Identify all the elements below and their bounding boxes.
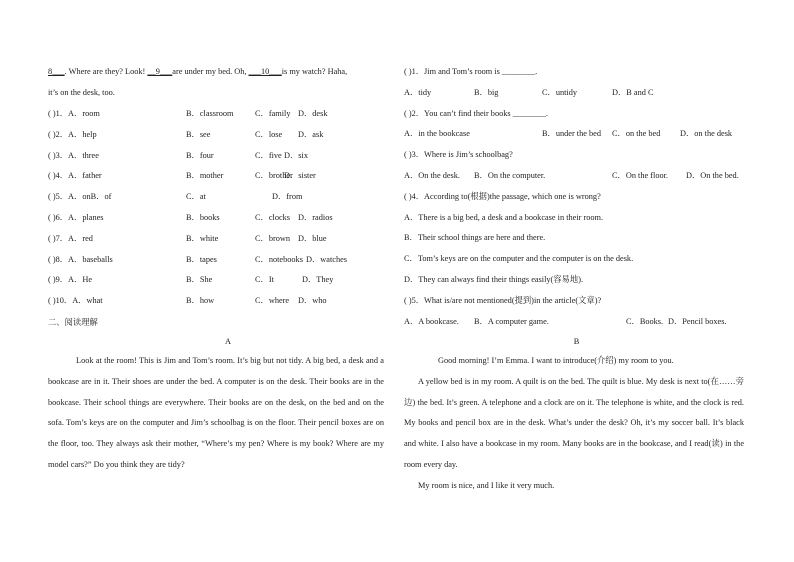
option-c: C．clocks — [255, 213, 291, 222]
option-d: D．who — [298, 296, 327, 306]
option-a: A．tidy — [404, 88, 432, 97]
passage-b-paragraph-1: Good morning! I’m Emma. I want to introduce(介绍) my room to you. — [438, 356, 674, 365]
item-number-option-a: ( )4．A．father — [48, 171, 102, 181]
question-1: ( )1．Jim and Tom’s room is ________. — [404, 67, 538, 76]
option-b: B．On the computer. — [474, 171, 546, 180]
option-d: D．from — [272, 192, 303, 202]
question-5: ( )5．What is/are not mentioned(提到)in the article(文章)? — [404, 296, 602, 305]
option-d: D．Pencil boxes. — [668, 317, 727, 326]
option-b: B．how — [186, 296, 215, 306]
option-c: C．notebooks — [255, 254, 303, 264]
question-4-option-c: C．Tom’s keys are on the computer and the computer is on the desk. — [404, 254, 634, 263]
option-d: D．B and C — [612, 88, 654, 97]
option-b: B．white — [186, 233, 219, 243]
option-d: D．radios — [298, 213, 333, 222]
blank-8-number: 8 — [48, 67, 53, 76]
question-2: ( )2．You can’t find their books ________. — [404, 109, 548, 118]
item-number-option-a: ( )1．A．room — [48, 109, 100, 118]
passage-b-label: B — [573, 337, 580, 346]
option-b: B．mother — [186, 171, 224, 181]
passage-a-text — [48, 351, 384, 476]
cloze-text: are under my bed. Oh, — [172, 67, 249, 76]
item-number-option-a: ( )2．A．help — [48, 129, 97, 139]
question-4: ( )4．According to(根据)the passage, which one is wrong? — [404, 192, 601, 201]
option-b: B．classroom — [186, 109, 234, 118]
question-4-option-d: D．They can always find their things easily(容易地). — [404, 275, 584, 284]
option-b: B．A computer game. — [474, 317, 549, 326]
passage-b-paragraph-2: A yellow bed is in my room. A quilt is on the bed. The quilt is blue. My desk is next to(在……旁边) the bed. It’s green. A telephone and a clock are on it. The telephone is white, and the clock is red. My books and pencil box are in the desk. What’s under the desk? Oh, it’s my soccer ball. It’s black and white. I also have a bookcase in my room. Many books are in the bookcase, and I read(读) in the room every day. — [404, 376, 744, 469]
option-c: C．family — [255, 109, 291, 118]
option-c: C．On the floor. — [612, 171, 668, 180]
option-d: D．blue — [298, 233, 327, 243]
option-c: C．lose — [255, 129, 283, 139]
option-d: D．on the desk — [680, 129, 733, 138]
option-c: C．five — [255, 150, 282, 160]
option-b: B．four — [186, 150, 214, 160]
item-number-option-a: ( )8．A．baseballs — [48, 254, 113, 264]
option-d: D．On the bed. — [686, 171, 739, 180]
passage-b-paragraph-3: My room is nice, and I like it very much. — [418, 480, 555, 490]
option-b: B．She — [186, 275, 213, 285]
option-c: C．Books. — [626, 317, 664, 326]
item-number-option-a: ( )5．A．onB．of — [48, 192, 112, 202]
item-number-option-a: ( )7．A．red — [48, 233, 93, 243]
option-c: C．brown — [255, 233, 291, 243]
option-c: C．brother — [255, 171, 293, 181]
cloze-intro-line-1 — [48, 66, 347, 77]
option-b: B．tapes — [186, 254, 217, 264]
item-number-option-a: ( )3．A．three — [48, 150, 99, 160]
option-c: C．untidy — [542, 88, 578, 97]
option-d: D．sister — [284, 171, 316, 181]
option-b: B．see — [186, 129, 211, 139]
blank-8: ___ — [52, 67, 65, 76]
item-number-option-a: ( )6．A．planes — [48, 213, 104, 222]
question-4-option-b: B．Their school things are here and there. — [404, 233, 546, 242]
option-b: C．at — [186, 192, 206, 202]
item-number-option-a: ( )10．A．what — [48, 296, 103, 306]
option-d: D．six — [284, 150, 308, 160]
passage-a-label: A — [225, 337, 231, 346]
option-d: D．They — [302, 275, 334, 285]
option-b: B．big — [474, 88, 499, 97]
passage-b-text — [404, 351, 744, 497]
question-4-option-a: A．There is a big bed, a desk and a bookcase in their room. — [404, 213, 604, 222]
option-c: C．It — [255, 275, 274, 285]
blank-9: __9___ — [147, 67, 173, 76]
option-d: D．desk — [298, 109, 328, 118]
option-d: D．watches — [306, 254, 348, 264]
passage-a-paragraph: Look at the room! This is Jim and Tom’s room. It’s big but not tidy. A big bed, a desk and a bookcase are in it. Their shoes are under the bed. A computer is on the desk. Their books are in the bookcase. Their school things are everywhere. Their books are on the desk, on the bed and on the sofa. Tom’s keys are on the computer and Jim’s schoolbag is on the floor. Their pencil boxes are on the floor, too. They always ask their mother, “Where’s my pen? Where is my book? Where are my model cars?” Do you think they are tidy? — [48, 356, 384, 469]
option-c: C．where — [255, 296, 290, 306]
option-b: B．books — [186, 213, 220, 222]
section-2-title: 二、阅读理解 — [48, 317, 98, 327]
cloze-intro-line-2: it’s on the desk, too. — [48, 88, 115, 97]
cloze-text: is my watch? Haha, — [281, 67, 348, 76]
cloze-text: . Where are they? Look! — [64, 67, 148, 76]
option-d: D．ask — [298, 129, 324, 139]
item-number-option-a: ( )9．A．He — [48, 275, 93, 285]
question-3: ( )3．Where is Jim’s schoolbag? — [404, 150, 513, 159]
option-a: A．A bookcase. — [404, 317, 459, 326]
option-a: A．On the desk. — [404, 171, 460, 180]
option-a: A．in the bookcase — [404, 129, 470, 138]
blank-10: ___10___ — [248, 67, 282, 76]
option-b: B．under the bed — [542, 129, 601, 138]
option-c: C．on the bed — [612, 129, 661, 138]
